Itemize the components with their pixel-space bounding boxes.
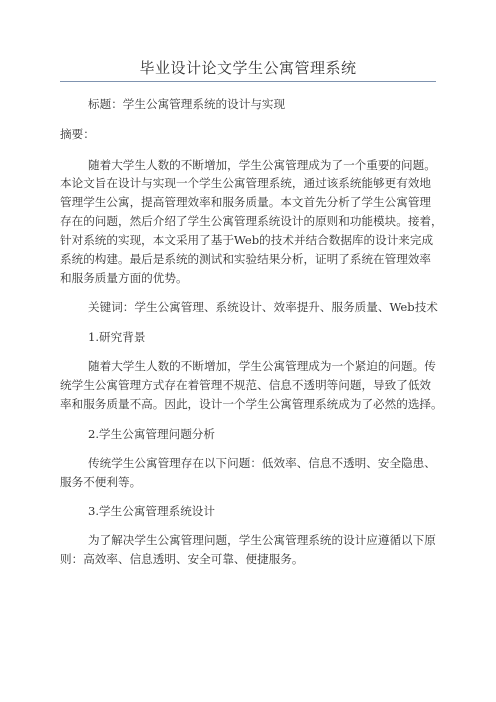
document-title: 毕业设计论文学生公寓管理系统: [139, 59, 357, 77]
heading-title-line: 标题：学生公寓管理系统的设计与实现: [88, 97, 286, 111]
abstract-line: 存在的问题，然后介绍了学生公寓管理系统设计的原则和功能模块。接着，: [60, 214, 443, 228]
section-3-paragraph-line: 则：高效率、信息透明、安全可靠、便捷服务。: [60, 552, 304, 566]
abstract-line: 随着大学生人数的不断增加，学生公寓管理成为了一个重要的问题。: [88, 158, 436, 172]
section-2-paragraph-line: 传统学生公寓管理存在以下问题：低效率、信息不透明、安全隐患、: [88, 456, 436, 470]
section-2-paragraph-line: 服务不便利等。: [60, 475, 142, 489]
keywords-line: 关键词：学生公寓管理、系统设计、效率提升、服务质量、Web技术: [88, 300, 438, 314]
title-underline: [60, 81, 436, 82]
abstract-line: 管理学生公寓，提高管理效率和服务质量。本文首先分析了学生公寓管理: [60, 195, 432, 209]
abstract-line: 和服务质量方面的优势。: [60, 271, 188, 285]
section-1-paragraph-line: 率和服务质量不高。因此，设计一个学生公寓管理系统成为了必然的选择。: [60, 397, 443, 411]
section-1-paragraph-line: 统学生公寓管理方式存在着管理不规范、信息不透明等问题，导致了低效: [60, 378, 432, 392]
section-1-paragraph-line: 随着大学生人数的不断增加，学生公寓管理成为一个紧迫的问题。传: [88, 359, 436, 373]
section-2-heading: 2.学生公寓管理问题分析: [88, 427, 215, 441]
section-1-heading: 1.研究背景: [88, 330, 146, 344]
section-3-heading: 3.学生公寓管理系统设计: [88, 504, 215, 518]
section-3-paragraph-line: 为了解决学生公寓管理问题，学生公寓管理系统的设计应遵循以下原: [88, 533, 436, 547]
abstract-line: 本论文旨在设计与实现一个学生公寓管理系统，通过该系统能够更有效地: [60, 176, 432, 190]
abstract-line: 针对系统的实现，本文采用了基于Web的技术并结合数据库的设计来完成: [60, 233, 434, 247]
abstract-label: 摘要：: [60, 127, 95, 141]
abstract-line: 系统的构建。最后是系统的测试和实验结果分析，证明了系统在管理效率: [60, 252, 432, 266]
